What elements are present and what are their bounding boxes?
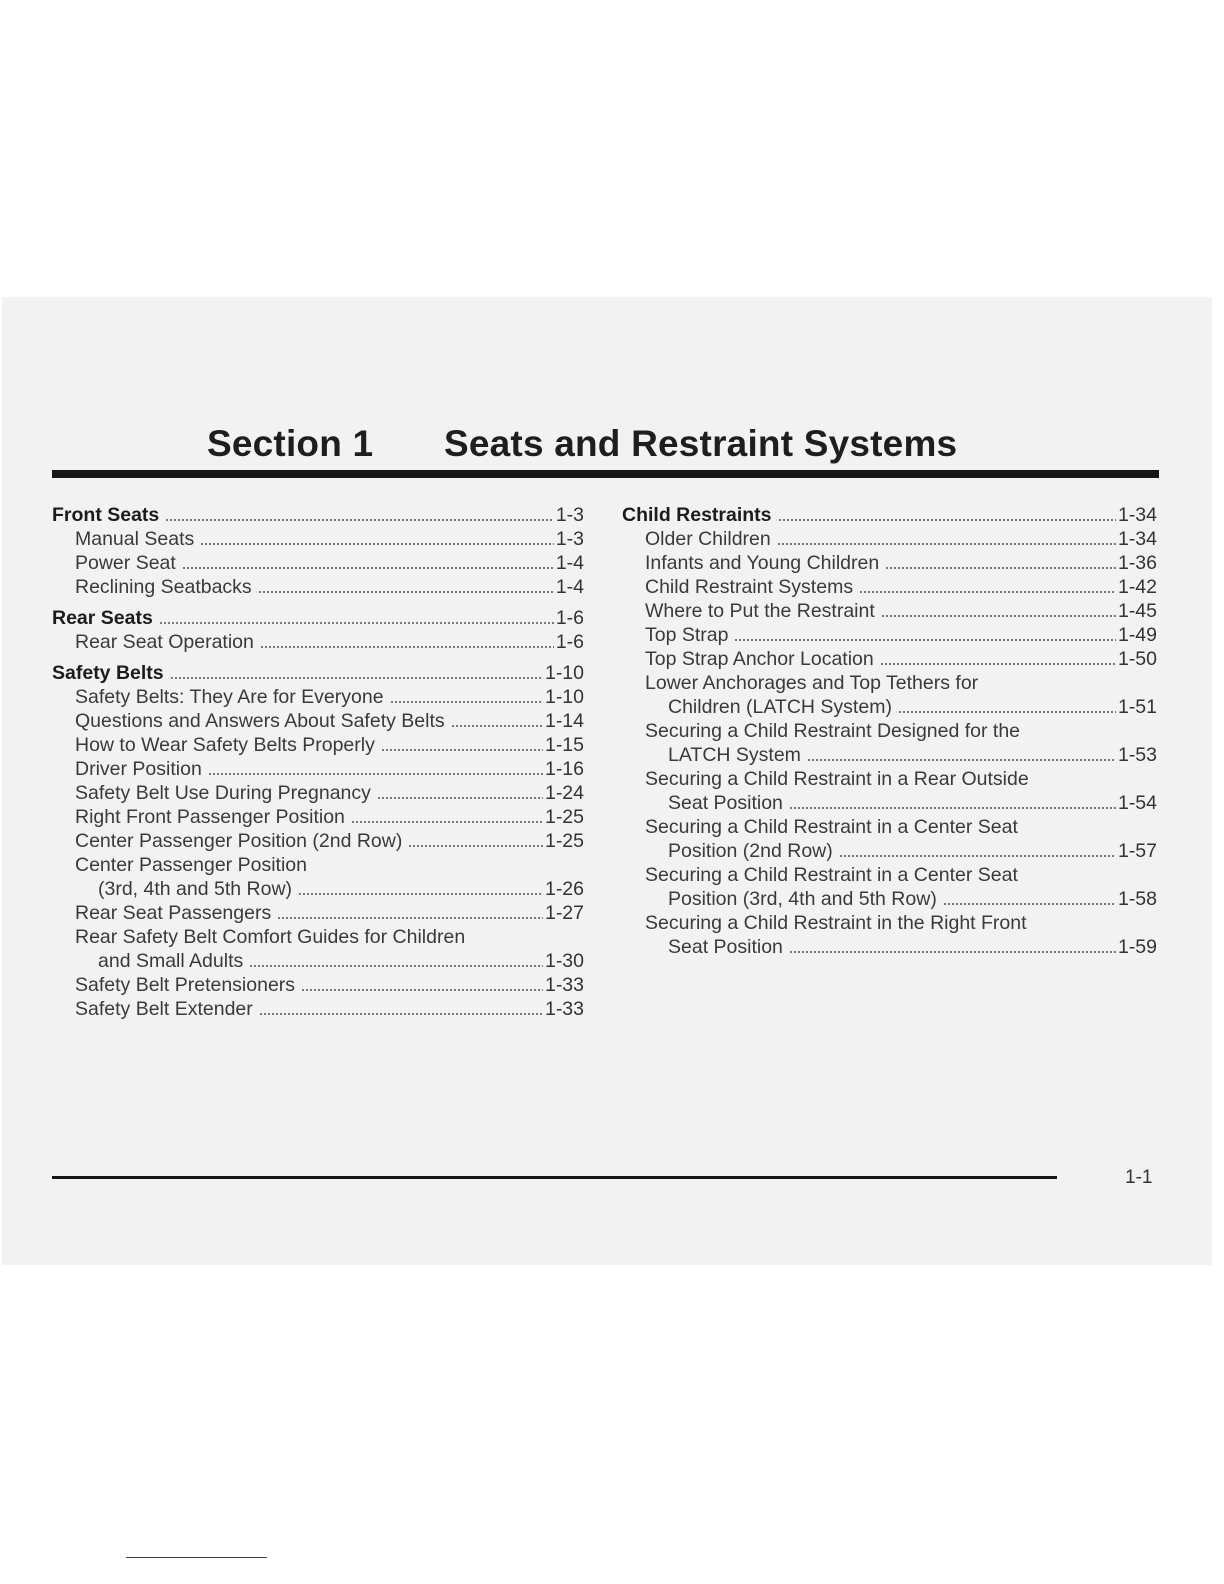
toc-entry-label: Center Passenger Position (2nd Row) [75, 830, 403, 852]
toc-entry-label: Safety Belts: They Are for Everyone [75, 686, 384, 708]
toc-entry-page: 1-51 [1117, 696, 1157, 718]
dot-leader [170, 677, 543, 679]
dot-leader [734, 639, 1116, 641]
dot-leader [789, 951, 1116, 953]
toc-entry[interactable] [622, 575, 1157, 599]
toc-entry-page: 1-30 [544, 950, 584, 972]
toc-entry[interactable] [52, 997, 584, 1021]
toc-entry-page: 1-45 [1117, 600, 1157, 622]
toc-entry[interactable] [622, 623, 1157, 647]
toc-entry-label: Top Strap Anchor Location [645, 648, 874, 670]
toc-entry-label: Children (LATCH System) [668, 696, 892, 718]
toc-entry-label: Securing a Child Restraint in a Center Seat [645, 816, 1018, 838]
toc-entry-page: 1-49 [1117, 624, 1157, 646]
dot-leader [807, 759, 1116, 761]
toc-entry-label: Securing a Child Restraint in the Right Front [645, 912, 1027, 934]
toc-entry-page: 1-27 [544, 902, 584, 924]
toc-entry[interactable] [52, 757, 584, 781]
toc-entry[interactable] [622, 647, 1157, 671]
dot-leader [898, 711, 1116, 713]
toc-column-left [52, 503, 584, 1021]
toc-entry-page: 1-24 [544, 782, 584, 804]
page-title: Seats and Restraint Systems [444, 423, 958, 464]
toc-entry[interactable] [622, 815, 1157, 839]
toc-entry-page: 1-36 [1117, 552, 1157, 574]
dot-leader [277, 917, 543, 919]
toc-entry-label: Child Restraint Systems [645, 576, 854, 598]
page-number: 1-1 [1125, 1167, 1153, 1188]
toc-entry-page: 1-14 [544, 710, 584, 732]
toc-entry[interactable] [622, 839, 1157, 863]
toc-entry[interactable] [52, 901, 584, 925]
dot-leader [789, 807, 1116, 809]
toc-entry-page: 1-4 [555, 576, 584, 598]
toc-entry-label: Reclining Seatbacks [75, 576, 252, 598]
dot-leader [859, 591, 1116, 593]
toc-entry-label: Safety Belt Use During Pregnancy [75, 782, 371, 804]
toc-entry-page: 1-57 [1117, 840, 1157, 862]
toc-entry[interactable] [622, 503, 1157, 527]
toc-entry-page: 1-34 [1117, 504, 1157, 526]
toc-entry-label: Seat Position [668, 792, 783, 814]
dot-leader [943, 903, 1116, 905]
toc-entry-label: LATCH System [668, 744, 801, 766]
dot-leader [258, 591, 554, 593]
dot-leader [249, 965, 543, 967]
toc-entry-label: Safety Belt Pretensioners [75, 974, 296, 996]
toc-entry-label: Securing a Child Restraint in a Center Seat [645, 864, 1018, 886]
toc-entry-page: 1-3 [555, 528, 584, 550]
toc-entry-label: Rear Seats [52, 607, 153, 629]
toc-entry[interactable] [52, 853, 584, 877]
toc-entry-label: Power Seat [75, 552, 176, 574]
toc-entry-page: 1-6 [555, 631, 584, 653]
dot-leader [200, 543, 554, 545]
dot-leader [777, 543, 1116, 545]
toc-entry[interactable] [52, 709, 584, 733]
footer-divider [52, 1176, 1057, 1179]
toc-entry[interactable] [622, 863, 1157, 887]
toc-entry-label: Infants and Young Children [645, 552, 880, 574]
dot-leader [880, 663, 1116, 665]
toc-entry[interactable] [52, 877, 584, 901]
toc-entry[interactable] [622, 527, 1157, 551]
toc-entry[interactable] [52, 781, 584, 805]
dot-leader [778, 519, 1116, 521]
toc-entry[interactable] [52, 661, 584, 685]
toc-entry-label: Front Seats [52, 504, 160, 526]
toc-entry-label: Safety Belts [52, 662, 164, 684]
toc-entry-label: Top Strap [645, 624, 729, 646]
toc-entry-page: 1-25 [544, 830, 584, 852]
toc-entry-label: Questions and Answers About Safety Belts [75, 710, 445, 732]
link-underline [126, 1557, 267, 1558]
toc-entry[interactable] [622, 743, 1157, 767]
dot-leader [451, 725, 543, 727]
toc-entry-label: Securing a Child Restraint in a Rear Outside [645, 768, 1029, 790]
toc-entry-page: 1-34 [1117, 528, 1157, 550]
dot-leader [408, 845, 543, 847]
toc-entry[interactable] [52, 829, 584, 853]
dot-leader [377, 797, 543, 799]
toc-entry-page: 1-6 [555, 607, 584, 629]
toc-entry-label: Where to Put the Restraint [645, 600, 875, 622]
toc-entry-label: Rear Seat Passengers [75, 902, 272, 924]
dot-leader [260, 646, 554, 648]
dot-leader [259, 1013, 543, 1015]
toc-entry-label: Manual Seats [75, 528, 195, 550]
toc-entry-page: 1-53 [1117, 744, 1157, 766]
toc-entry[interactable] [52, 527, 584, 551]
toc-entry-label: Securing a Child Restraint Designed for the [645, 720, 1021, 742]
toc-entry-label: Right Front Passenger Position [75, 806, 345, 828]
toc-entry[interactable] [52, 606, 584, 630]
toc-entry-page: 1-15 [544, 734, 584, 756]
dot-leader [351, 821, 543, 823]
toc-entry-page: 1-4 [555, 552, 584, 574]
toc-entry[interactable] [52, 503, 584, 527]
toc-entry-page: 1-10 [544, 686, 584, 708]
toc-entry[interactable] [52, 973, 584, 997]
toc-entry-label: Older Children [645, 528, 771, 550]
toc-entry[interactable] [622, 719, 1157, 743]
toc-entry[interactable] [622, 887, 1157, 911]
toc-entry[interactable] [52, 551, 584, 575]
toc-entry-label: Position (2nd Row) [668, 840, 833, 862]
dot-leader [208, 773, 543, 775]
dot-leader [301, 989, 543, 991]
toc-entry[interactable] [622, 911, 1157, 935]
toc-entry[interactable] [622, 551, 1157, 575]
toc-entry[interactable] [622, 599, 1157, 623]
toc-entry-label: Driver Position [75, 758, 202, 780]
toc-entry-label: Rear Seat Operation [75, 631, 254, 653]
toc-entry[interactable] [622, 671, 1157, 695]
toc-entry-page: 1-26 [544, 878, 584, 900]
toc-entry-label: Lower Anchorages and Top Tethers for [645, 672, 979, 694]
dot-leader [885, 567, 1116, 569]
toc-entry-label: Seat Position [668, 936, 783, 958]
toc-entry-label: Child Restraints [622, 504, 772, 526]
toc-entry-label: Center Passenger Position [75, 854, 307, 876]
toc-entry-label: Safety Belt Extender [75, 998, 253, 1020]
toc-entry[interactable] [52, 733, 584, 757]
toc-entry[interactable] [52, 949, 584, 973]
toc-entry[interactable] [622, 767, 1157, 791]
toc-entry[interactable] [52, 685, 584, 709]
toc-entry[interactable] [52, 925, 584, 949]
toc-entry-page: 1-33 [544, 998, 584, 1020]
toc-entry[interactable] [622, 935, 1157, 959]
toc-entry-label: Position (3rd, 4th and 5th Row) [668, 888, 937, 910]
toc-entry-label: Rear Safety Belt Comfort Guides for Children [75, 926, 466, 948]
toc-entry-page: 1-59 [1117, 936, 1157, 958]
toc-column-right [622, 503, 1157, 959]
toc-entry[interactable] [52, 575, 584, 599]
toc-entry-page: 1-54 [1117, 792, 1157, 814]
toc-entry-page: 1-25 [544, 806, 584, 828]
toc-entry-page: 1-3 [555, 504, 584, 526]
toc-entry[interactable] [52, 805, 584, 829]
toc-entry[interactable] [622, 791, 1157, 815]
toc-entry-page: 1-42 [1117, 576, 1157, 598]
dot-leader [159, 622, 554, 624]
dot-leader [390, 701, 543, 703]
toc-entry[interactable] [52, 630, 584, 654]
toc-entry-page: 1-16 [544, 758, 584, 780]
toc-entry-label: and Small Adults [98, 950, 244, 972]
dot-leader [182, 567, 554, 569]
toc-entry-page: 1-58 [1117, 888, 1157, 910]
toc-entry-page: 1-33 [544, 974, 584, 996]
toc-entry-page: 1-10 [544, 662, 584, 684]
section-number: Section 1 [207, 423, 374, 464]
dot-leader [881, 615, 1116, 617]
dot-leader [165, 519, 554, 521]
title-divider [52, 470, 1159, 478]
dot-leader [839, 855, 1116, 857]
toc-entry-page: 1-50 [1117, 648, 1157, 670]
toc-entry[interactable] [622, 695, 1157, 719]
toc-entry-label: (3rd, 4th and 5th Row) [98, 878, 293, 900]
toc-entry-label: How to Wear Safety Belts Properly [75, 734, 375, 756]
dot-leader [298, 893, 543, 895]
dot-leader [381, 749, 543, 751]
